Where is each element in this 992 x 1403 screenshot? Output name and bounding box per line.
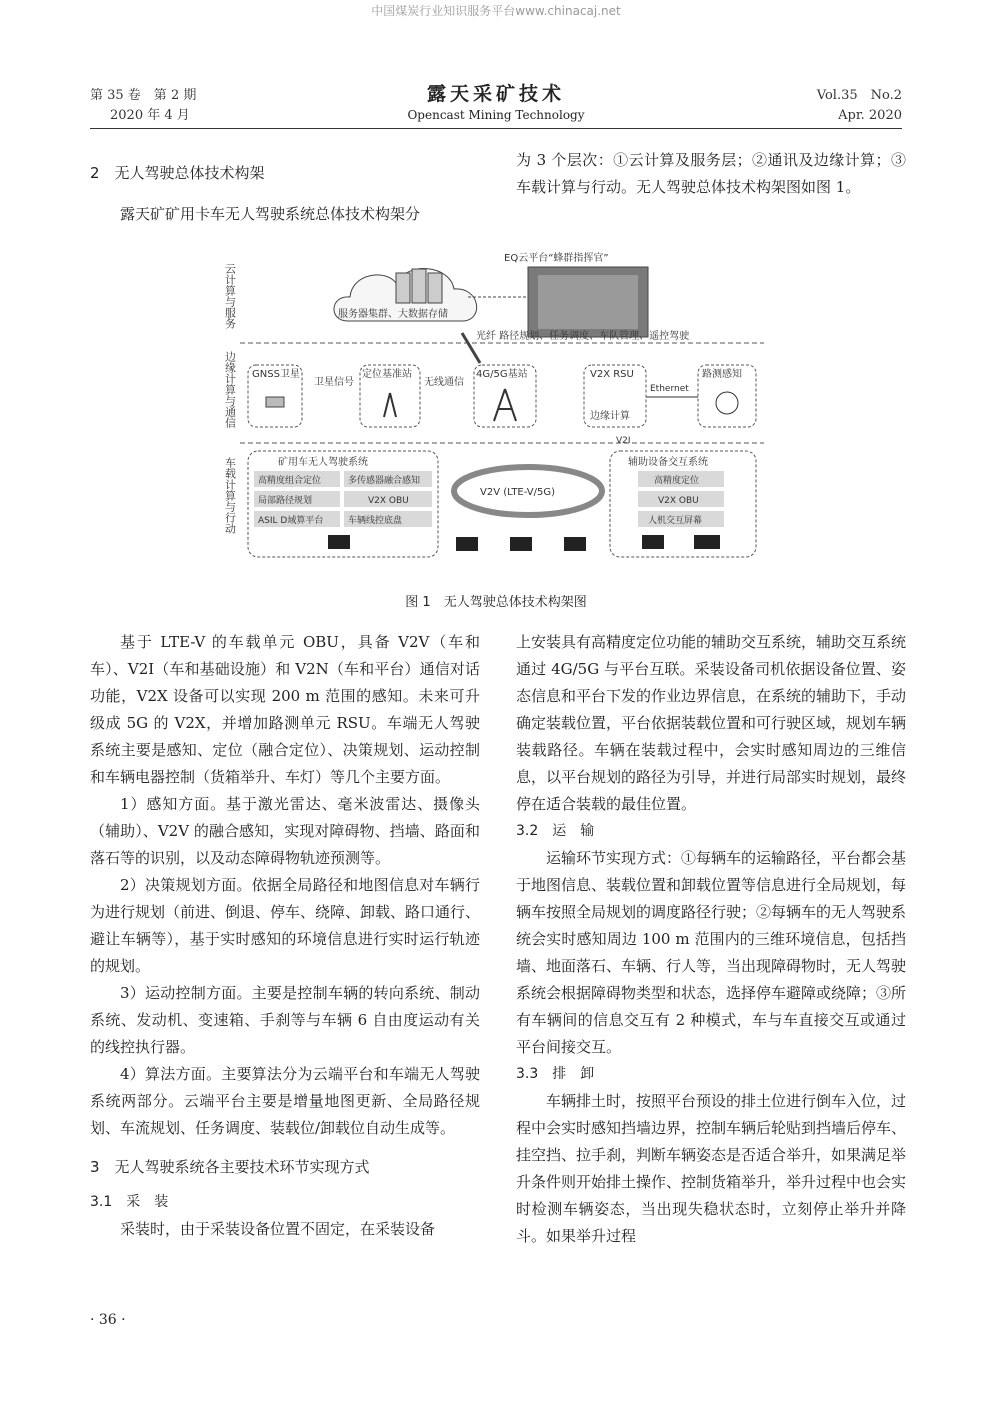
paragraph: 4）算法方面。主要算法分为云端平台和车端无人驾驶系统两部分。云端平台主要是增量地图更新、全局路径规划、车流规划、任务调度、装载位/卸载位自动生成等。 [90,1065,480,1137]
road-sensing-label: 路测感知 [702,369,742,380]
server-icon [396,273,410,303]
vehicle-item: 高精度组合定位 [258,476,322,486]
vehicle-item: V2X OBU [368,496,409,506]
section-2-intro-cont: 为 3 个层次：①云计算及服务层；②通讯及边缘计算；③车载计算与行动。无人驾驶总体技术构架图如图 1。 [516,151,906,196]
satellite-signal-label: 卫星信号 [314,377,354,388]
cell-station-label: 4G/5G基站 [476,369,528,380]
figure-caption: 图 1 无人驾驶总体技术构架图 [405,595,587,610]
platform-label: EQ云平台“蜂群指挥官” [504,253,609,264]
server-icon [412,269,426,303]
section-3-title: 3 无人驾驶系统各主要技术环节实现方式 [90,1158,370,1176]
journal-title-en: Opencast Mining Technology [407,108,585,122]
volume-issue-en: Vol.35 No.2 [816,88,902,103]
gnss-label: GNSS卫星 [252,369,300,380]
journal-title-cn: 露天采矿技术 [426,83,565,105]
publish-date: 2020 年 4 月 [110,108,190,123]
rsu-label: V2X RSU [590,369,634,380]
layer-cloud-label: 云计算与服务 [223,263,237,329]
fiber-label: 光纤 路径规划、任务调度、车队管理、遥控驾驶 [476,331,690,342]
satellite-icon [266,397,284,407]
layer-vehicle-label: 车载计算与行动 [223,457,237,534]
sensor-icon [716,392,738,414]
tower-icon [494,389,516,421]
cloud-label: 服务器集群、大数据存储 [338,309,448,320]
header-rule [90,128,902,129]
paragraph: 车辆排土时，按照平台预设的排土位进行倒车入位，过程中会实时感知挡墙边界，控制车辆后轮贴到挡墙后停车、挂空挡、拉手刹，判断车辆姿态是否适合举升，如果满足举升条件则开始排土操作、控制货箱举升，举升过程中也会实时检测车辆姿态，当出现失稳状态时，立刻停止举升并降斗。如果举升过程 [516,1092,907,1245]
v2i-label: V2I [616,436,631,446]
architecture-figure [218,247,764,574]
vehicle-item: 车辆线控底盘 [348,516,403,526]
subsection-3-2-title: 3.2 运 输 [516,823,595,839]
subsection-3-1-title: 3.1 采 装 [90,1194,169,1210]
header-right [817,86,902,126]
ethernet-label: Ethernet [650,384,689,394]
page-number: · 36 · [90,1312,126,1328]
base-station-label: 定位基准站 [362,369,412,380]
publish-date-en: Apr. 2020 [838,108,902,123]
truck-icon [456,537,478,551]
aux-item: 人机交互屏幕 [648,516,703,526]
section-2-intro: 露天矿矿用卡车无人驾驶系统总体技术构架分 [120,205,421,223]
edge-compute-label: 边缘计算 [590,411,630,422]
paragraph: 1）感知方面。基于激光雷达、毫米波雷达、摄像头（辅助）、V2V 的融合感知，实现对障碍物、挡墙、路面和落石等的识别，以及动态障碍物轨迹预测等。 [90,795,480,867]
paragraph: 3）运动控制方面。主要是控制车辆的转向系统、制动系统、发动机、变速箱、手刹等与车辆 6 自由度运动有关的线控执行器。 [90,984,480,1056]
aux-item: V2X OBU [658,496,699,506]
paragraph: 2）决策规划方面。依据全局路径和地图信息对车辆行为进行规划（前进、倒退、停车、绕障、卸载、路口通行、避让车辆等），基于实时感知的环境信息进行实时运行轨迹的规划。 [90,876,481,975]
v2v-label: V2V (LTE-V/5G) [480,487,555,498]
subsection-3-3-title: 3.3 排 卸 [516,1066,595,1082]
vehicle-item: 多传感器融合感知 [348,476,421,486]
volume-issue: 第 35 卷 第 2 期 [90,88,197,103]
aux-item: 高精度定位 [654,476,700,486]
left-column [90,629,480,1243]
excavator-icon [642,535,664,549]
left-top-block [90,160,480,228]
truck-icon [564,537,586,551]
paragraph: 上安装具有高精度定位功能的辅助交互系统，辅助交互系统通过 4G/5G 与平台互联。采装设备司机依据设备位置、姿态信息和平台下发的作业边界信息，在系统的辅助下，手动确定装载位置，平台依据装载位置和可行驶区域，规划车辆装载路径。车辆在装载过程中，会实时感知周边的三维信息，以平台规划的路径为引导，并进行局部实时规划，最终停在适合装载的最佳位置。 [516,633,907,813]
paragraph: 基于 LTE-V 的车载单元 OBU，具备 V2V（车和车）、V2I（车和基础设施）和 V2N（车和平台）通信对话功能，V2X 设备可以实现 200 m 范围的感知。未来可升级成 5G 的 V2X，并增加路测单元 RSU。车端无人驾驶系统主要是感知、定位（融合定位）、决策规划、运动控制和车辆电器控制（货箱举升、车灯）等几个主要方面。 [90,633,480,786]
vehicle-item: 局部路径规划 [258,496,313,506]
section-2-title: 2 无人驾驶总体技术构架 [90,164,265,182]
right-top-block [516,147,906,201]
platform-map [538,275,638,329]
antenna-icon [384,393,396,417]
truck-icon [328,535,350,549]
layer-edge-label: 边缘计算与通信 [223,351,237,428]
aux-system-title: 辅助设备交互系统 [628,457,708,468]
watermark: 中国煤炭行业知识服务平台www.chinacaj.net [371,4,621,18]
truck-icon [510,537,532,551]
paragraph: 运输环节实现方式：①每辆车的运输路径，平台都会基于地图信息、装载位置和卸载位置等信息进行全局规划，每辆车按照全局规划的调度路径行驶；②每辆车的无人驾驶系统会实时感知周边 100 m 范围内的三维环境信息，包括挡墙、地面落石、车辆、行人等，当出现障碍物时，无人驾驶系统会根据障碍物类型和状态，选择停车避障或绕障；③所有车辆间的信息交互有 2 种模式，车与车直接交互或通过平台间接交互。 [516,849,907,1056]
architecture-diagram [218,247,764,574]
paragraph: 采装时，由于采装设备位置不固定，在采装设备 [120,1220,436,1238]
header-left [90,86,196,126]
header-center [346,82,646,124]
loader-icon [694,535,720,549]
vehicle-system-title: 矿用车无人驾驶系统 [278,457,368,468]
vehicle-item: ASIL D域算平台 [258,516,324,526]
right-column [516,629,906,1250]
wireless-label: 无线通信 [424,377,464,388]
server-icon [428,273,442,303]
